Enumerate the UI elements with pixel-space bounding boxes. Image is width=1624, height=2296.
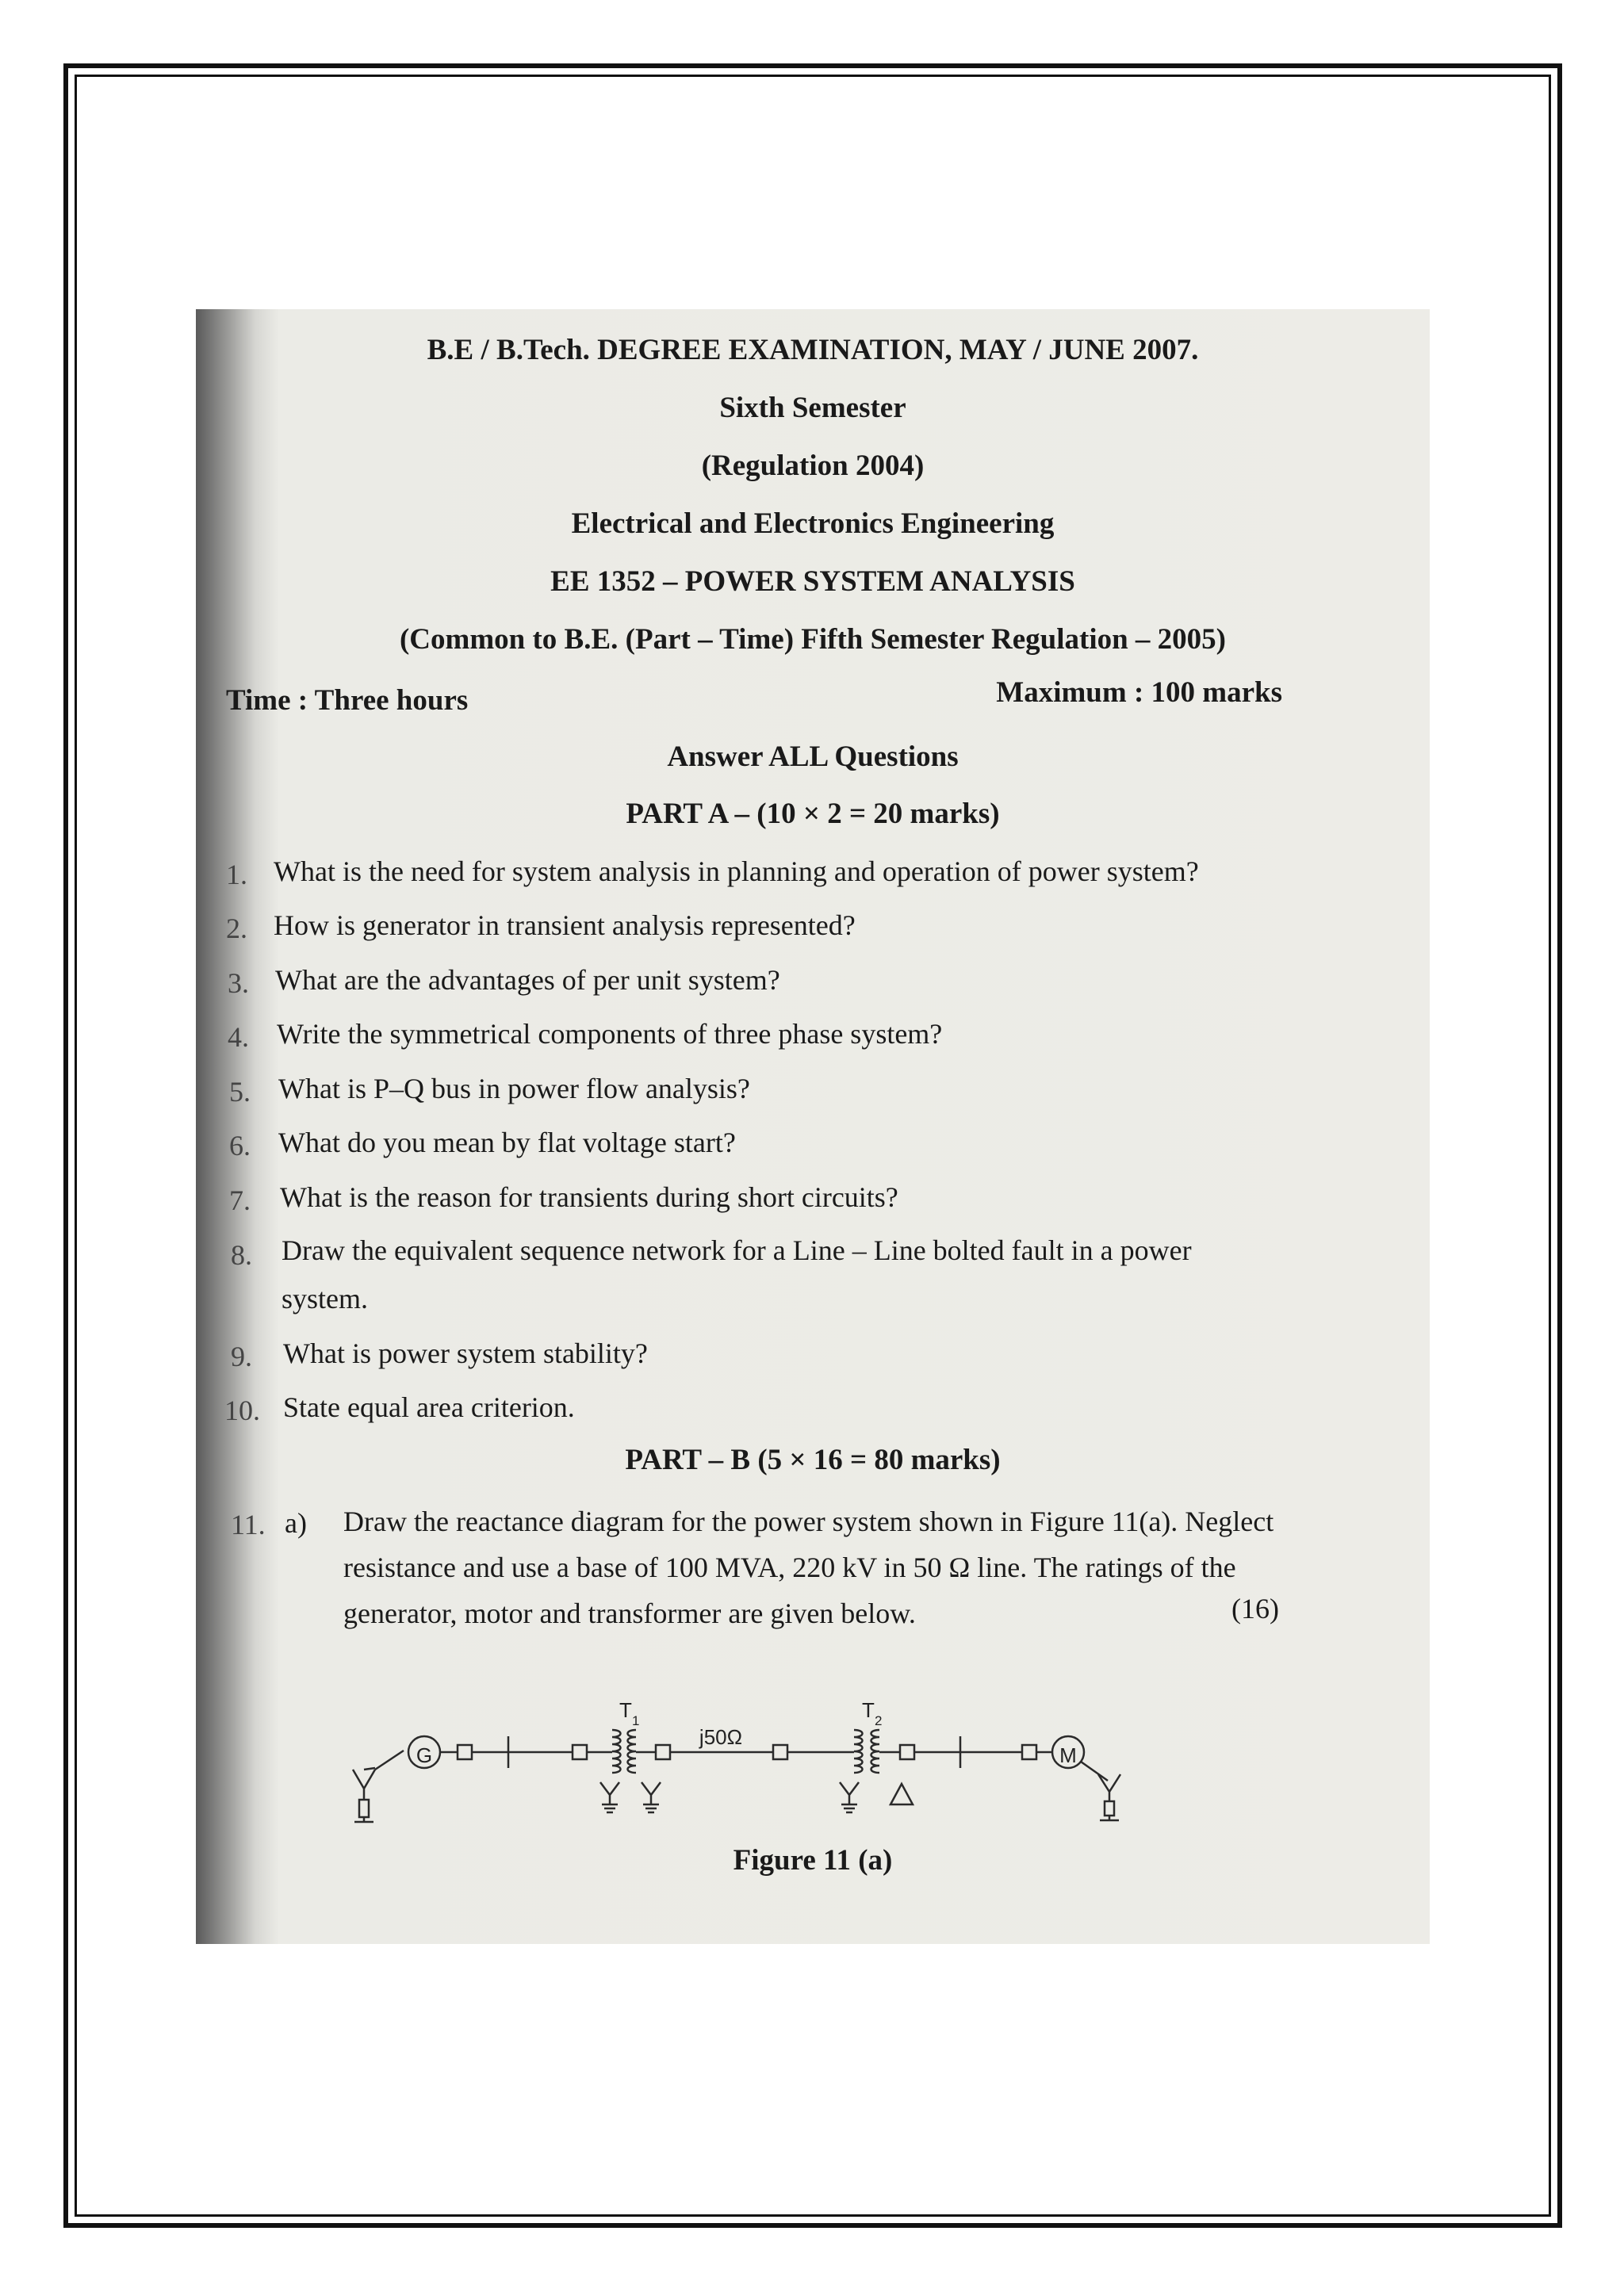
question-text: Write the symmetrical components of three phase system? <box>277 1018 943 1050</box>
question-number: 4. <box>228 1021 249 1053</box>
question-number: 6. <box>229 1130 251 1161</box>
question-number: 3. <box>228 967 249 999</box>
question-list <box>196 309 1430 1426</box>
common-to: (Common to B.E. (Part – Time) Fifth Semester Regulation – 2005) <box>399 623 1227 656</box>
part-a-heading: PART A – (10 × 2 = 20 marks) <box>626 798 1000 830</box>
t1-label: T <box>619 1698 632 1722</box>
instruction: Answer ALL Questions <box>667 740 959 773</box>
question-number: 7. <box>229 1184 251 1216</box>
question-subpart: a) <box>285 1507 307 1539</box>
part-b-heading: PART – B (5 × 16 = 80 marks) <box>625 1444 1001 1476</box>
t2-subscript: 2 <box>875 1713 883 1728</box>
question-number: 11. <box>231 1509 266 1540</box>
marks: (16) <box>1231 1593 1279 1624</box>
figure-caption: Figure 11 (a) <box>733 1844 893 1877</box>
question-text: What is the need for system analysis in planning and operation of power system? <box>274 855 1199 887</box>
question-text-continued: system. <box>282 1283 369 1314</box>
line-impedance-label: j50Ω <box>699 1725 743 1749</box>
exam-title: B.E / B.Tech. DEGREE EXAMINATION, MAY / JUNE 2007. <box>427 334 1199 366</box>
question-number: 2. <box>226 913 247 944</box>
t1-subscript: 1 <box>632 1713 640 1728</box>
max-marks: Maximum : 100 marks <box>996 676 1282 709</box>
question-text: generator, motor and transformer are given below. <box>343 1598 916 1629</box>
generator-label: G <box>416 1743 433 1767</box>
question-text: What are the advantages of per unit system? <box>275 964 780 996</box>
question-text: How is generator in transient analysis represented? <box>274 909 856 941</box>
exam-time: Time : Three hours <box>226 684 469 717</box>
question-text: What is power system stability? <box>283 1337 648 1369</box>
regulation: (Regulation 2004) <box>701 450 925 482</box>
question-number: 8. <box>231 1239 252 1271</box>
question-text: Draw the reactance diagram for the power system shown in Figure 11(a). Neglect <box>343 1506 1274 1537</box>
t2-label: T <box>862 1698 875 1722</box>
question-text: What is P–Q bus in power flow analysis? <box>278 1073 750 1104</box>
question-text: What is the reason for transients during short circuits? <box>280 1181 898 1213</box>
question-number: 10. <box>224 1395 260 1426</box>
question-text: Draw the equivalent sequence network for a Line – Line bolted fault in a power <box>282 1234 1192 1266</box>
semester: Sixth Semester <box>719 392 906 424</box>
course-title: EE 1352 – POWER SYSTEM ANALYSIS <box>550 565 1075 598</box>
question-number: 1. <box>226 859 247 890</box>
single-line-diagram <box>196 1641 1430 1823</box>
question-text: What do you mean by flat voltage start? <box>278 1127 736 1158</box>
question-number: 9. <box>231 1341 252 1372</box>
scanned-page <box>196 309 1430 1944</box>
question-text: State equal area criterion. <box>283 1391 575 1423</box>
question-text: resistance and use a base of 100 MVA, 220 kV in 50 Ω line. The ratings of the <box>343 1552 1236 1583</box>
department: Electrical and Electronics Engineering <box>571 507 1055 540</box>
question-number: 5. <box>229 1076 251 1108</box>
motor-label: M <box>1059 1743 1077 1767</box>
